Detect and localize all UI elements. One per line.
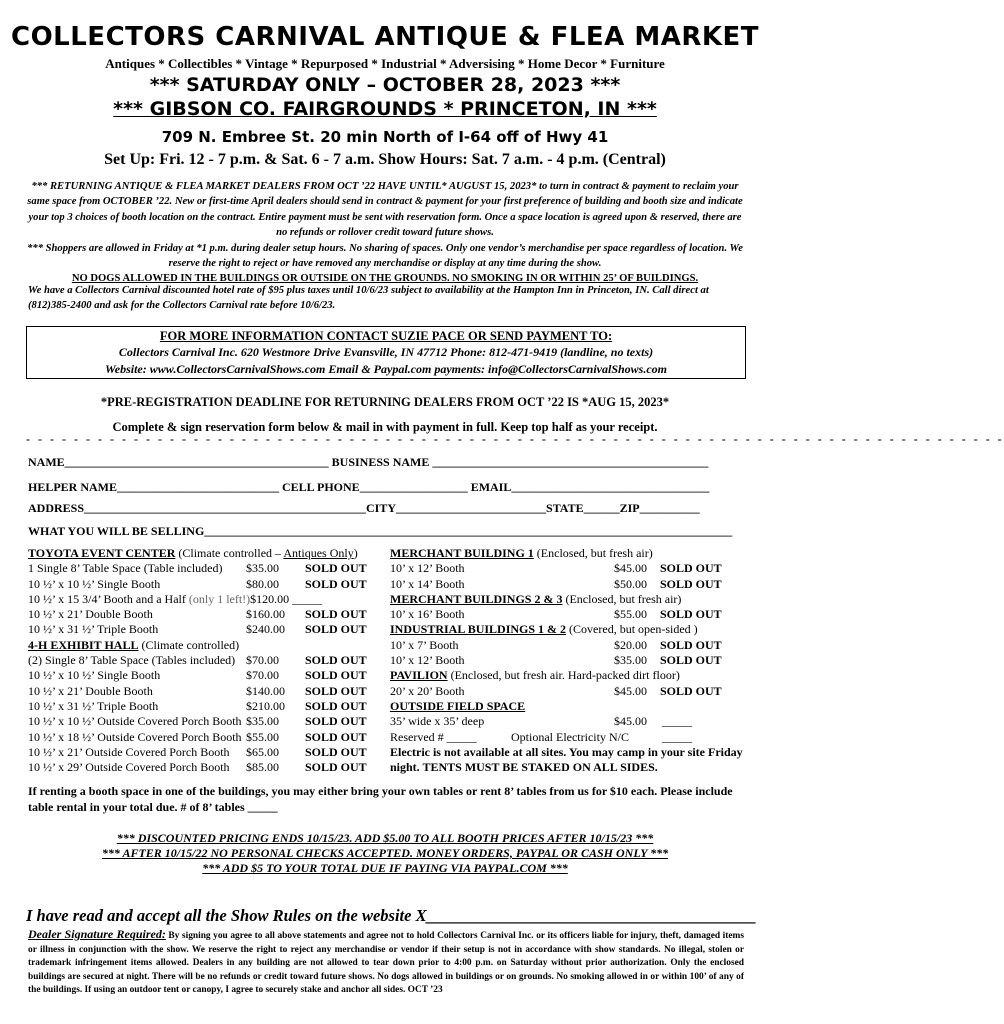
- helper-phone-email-field[interactable]: HELPER NAME___________________________ CELL PHONE__________________ EMAIL_________________________________: [28, 480, 710, 494]
- signature-text: By signing you agree to all above statements and agree not to hold Collectors Carnival Inc. or its officers liable for injury, theft, damaged items or illness in conjunction with the show. We reserve the right to reject any merchandise or vendor if their setup is not in accordance with show standards. No illegal, stolen or trademark infringement items allowed. Dealers in any building are not allowed to tear down prior to 4:00 p.m. on Saturday without prior authorization. Only the enclosed buildings are secured at night. There will be no refunds or credit toward future shows. No dogs allowed in buildings or on grounds. No smoking allowed in or within 100’ of any of the buildings. If using an outdoor tent or canopy, I agree to securely stake and anchor all sides. OCT ’23: [28, 931, 744, 996]
- contact-address: Collectors Carnival Inc. 620 Westmore Drive Evansville, IN 47712 Phone: 812-471-9419 (landline, no texts): [118, 345, 654, 359]
- booth-label: 10 ½’ x 10 ½’ Single Booth: [28, 668, 161, 683]
- sold-out-status: SOLD OUT: [305, 729, 367, 744]
- event-venue: [0, 98, 770, 120]
- sold-out-status: SOLD OUT: [305, 760, 367, 775]
- venue-text: *** GIBSON CO. FAIRGROUNDS * PRINCETON, IN ***: [113, 98, 657, 120]
- discount-text-3: *** ADD $5 TO YOUR TOTAL DUE IF PAYING VIA PAYPAL.COM ***: [202, 861, 568, 875]
- booth-price: $50.00: [614, 576, 647, 591]
- booth-price: $70.00: [246, 668, 279, 683]
- address-field[interactable]: ADDRESS_______________________________________________CITY_________________________STATE______ZIP__________: [28, 501, 700, 515]
- booth-row[interactable]: [28, 607, 380, 622]
- sold-out-status: SOLD OUT: [305, 744, 367, 759]
- booth-price: $210.00: [246, 698, 285, 713]
- toyota-title: TOYOTA EVENT CENTER: [28, 546, 176, 560]
- notice-p2: *** Shoppers are allowed in Friday at *1 p.m. during dealer setup hours. No sharing of spaces. Only one vendor’s merchandise per space regardless of location. We reserve the right to reject or have removed any merchandise or display at any time during the show.: [27, 242, 743, 270]
- discount-note-2: [0, 846, 770, 861]
- electricity-option: Optional Electricity N/C: [511, 729, 629, 744]
- industrial-section-header: [390, 622, 750, 637]
- booth-price: $55.00: [614, 607, 647, 622]
- merchant1-note: (Enclosed, but fresh air): [533, 546, 653, 560]
- booth-price: $45.00: [614, 683, 647, 698]
- pavilion-section-header: [390, 668, 750, 683]
- venue-address: 709 N. Embree St. 20 min North of I-64 off of Hwy 41: [161, 128, 609, 146]
- booth-list-right: [390, 546, 750, 775]
- toyota-note: (Climate controlled –: [175, 546, 284, 560]
- booth-row[interactable]: [28, 577, 380, 592]
- only-one-left-note: (only 1 left!): [188, 591, 251, 606]
- booth-price: $70.00: [246, 653, 279, 668]
- outside-row[interactable]: [390, 714, 750, 729]
- table-rental-note: If renting a booth space in one of the buildings, you may either bring your own tables or rent 8’ tables from us for $10 each. Please include table rental in your total due. # of 8’ tables _____: [28, 784, 733, 814]
- sold-out-status: SOLD OUT: [305, 561, 367, 576]
- event-times: Set Up: Fri. 12 - 7 p.m. & Sat. 6 - 7 a.m. Show Hours: Sat. 7 a.m. - 4 p.m. (Central): [104, 151, 666, 168]
- sold-out-status: SOLD OUT: [305, 668, 367, 683]
- discount-text-2: *** AFTER 10/15/22 NO PERSONAL CHECKS ACCEPTED. MONEY ORDERS, PAYPAL OR CASH ONLY ***: [101, 846, 669, 860]
- industrial-note: (Covered, but open-sided ): [566, 622, 698, 637]
- booth-row[interactable]: [28, 684, 380, 699]
- booth-label: 10’ x 16’ Booth: [390, 607, 465, 622]
- booth-label: 10 ½’ x 31 ½’ Triple Booth: [28, 622, 159, 637]
- booth-price: $35.00: [246, 714, 279, 729]
- sold-out-status: SOLD OUT: [660, 607, 722, 622]
- merchant23-note: (Enclosed, but fresh air): [562, 591, 682, 606]
- industrial-title: INDUSTRIAL BUILDINGS 1 & 2: [390, 622, 567, 637]
- discount-note-3: [0, 861, 770, 876]
- booth-price: $55.00: [246, 729, 279, 744]
- booth-label: 10 ½’ x 21’ Double Booth: [28, 683, 153, 698]
- signature-label: Dealer Signature Required:: [28, 927, 166, 941]
- booth-row[interactable]: [390, 653, 750, 668]
- event-date: *** SATURDAY ONLY – OCTOBER 28, 2023 ***: [149, 74, 621, 96]
- booth-half-price: $120.00 _____: [250, 591, 323, 606]
- booth-row[interactable]: [390, 577, 750, 592]
- contact-heading: FOR MORE INFORMATION CONTACT SUZIE PACE OR SEND PAYMENT TO:: [159, 329, 613, 343]
- rules-acceptance-field[interactable]: I have read and accept all the Show Rules on the website X________________________________________: [26, 906, 757, 925]
- sold-out-status: SOLD OUT: [305, 576, 367, 591]
- sold-out-status: SOLD OUT: [305, 607, 367, 622]
- merchant23-title: MERCHANT BUILDINGS 2 & 3: [390, 591, 563, 606]
- booth-price: $240.00: [246, 622, 285, 637]
- toyota-section-header: [28, 546, 380, 561]
- booth-price: $160.00: [246, 607, 285, 622]
- booth-row[interactable]: [28, 622, 380, 637]
- exhibit-section-header: [28, 638, 380, 653]
- cut-line: - - - - - - - - - - - - - - - - - - - - - - - - - - - - - - - - - - - - - - - - - - - - - - - - - - - - - - - - - - - - - - - - - - - - - - - - - - - - - - - - - -: [26, 432, 1004, 446]
- booth-label: 10’ x 14’ Booth: [390, 576, 465, 591]
- booth-row[interactable]: [28, 699, 380, 714]
- merchant23-section-header: [390, 592, 750, 607]
- reserved-row[interactable]: [390, 730, 750, 745]
- booth-price: $85.00: [246, 760, 279, 775]
- discount-note-1: [0, 831, 770, 846]
- booth-label: 10 ½’ x 29’ Outside Covered Porch Booth: [28, 760, 230, 775]
- notice-no-dogs: NO DOGS ALLOWED IN THE BUILDINGS OR OUTSIDE ON THE GROUNDS. NO SMOKING IN OR WITHIN 25’ OF BUILDINGS.: [71, 273, 699, 285]
- pavilion-title: PAVILION: [390, 668, 448, 683]
- booth-price: $65.00: [246, 744, 279, 759]
- merchant1-section-header: [390, 546, 750, 561]
- sold-out-status: SOLD OUT: [305, 714, 367, 729]
- sold-out-status: SOLD OUT: [305, 683, 367, 698]
- booth-label: 10 ½’ x 21’ Double Booth: [28, 607, 153, 622]
- booth-price: $80.00: [246, 576, 279, 591]
- form-instructions: Complete & sign reservation form below & mail in with payment in full. Keep top half as your receipt.: [112, 420, 658, 434]
- outside-title: OUTSIDE FIELD SPACE: [390, 698, 526, 713]
- booth-list-left: [28, 546, 380, 775]
- booth-row[interactable]: [390, 561, 750, 576]
- booth-row[interactable]: [28, 561, 380, 576]
- booth-label: 20’ x 20’ Booth: [390, 683, 465, 698]
- booth-label: 10’ x 7’ Booth: [390, 637, 459, 652]
- booth-label: 1 Single 8’ Table Space (Table included): [28, 561, 223, 576]
- name-business-field[interactable]: NAME____________________________________________ BUSINESS NAME ______________________________________________: [28, 455, 709, 469]
- sold-out-status: SOLD OUT: [305, 653, 367, 668]
- pavilion-note: (Enclosed, but fresh air. Hard-packed dirt floor): [447, 668, 680, 683]
- booth-row[interactable]: [390, 638, 750, 653]
- outside-blank[interactable]: _____: [662, 714, 692, 729]
- booth-row[interactable]: [28, 730, 380, 745]
- contact-web-email: Website: www.CollectorsCarnivalShows.com Email & Paypal.com payments: info@CollectorsCarnivalShows.com: [104, 362, 667, 376]
- booth-label: 10 ½’ x 21’ Outside Covered Porch Booth: [28, 744, 230, 759]
- exhibit-title: 4-H EXHIBIT HALL: [28, 637, 139, 652]
- reserved-field[interactable]: Reserved # _____: [390, 729, 477, 744]
- exhibit-note: (Climate controlled): [138, 637, 240, 652]
- booth-row[interactable]: [28, 592, 380, 607]
- booth-row[interactable]: [28, 714, 380, 729]
- booth-price: $20.00: [614, 637, 647, 652]
- booth-row[interactable]: [390, 607, 750, 622]
- discount-text-1: *** DISCOUNTED PRICING ENDS 10/15/23. ADD $5.00 TO ALL BOOTH PRICES AFTER 10/15/23 ***: [116, 831, 654, 845]
- booth-half-label: 10 ½’ x 15 3/4’ Booth and a Half: [28, 591, 189, 606]
- sold-out-status: SOLD OUT: [660, 653, 722, 668]
- registration-deadline: *PRE-REGISTRATION DEADLINE FOR RETURNING DEALERS FROM OCT ’22 IS *AUG 15, 2023*: [100, 395, 670, 409]
- outside-price: $45.00: [614, 714, 647, 729]
- booth-label: (2) Single 8’ Table Space (Tables included): [28, 653, 236, 668]
- booth-row[interactable]: [28, 760, 380, 775]
- booth-label: 10 ½’ x 10 ½’ Outside Covered Porch Booth: [28, 714, 242, 729]
- outside-label: 35’ wide x 35’ deep: [390, 714, 485, 729]
- signature-terms: [28, 928, 744, 998]
- booth-label: 10’ x 12’ Booth: [390, 561, 465, 576]
- toyota-note-close: ): [353, 546, 358, 560]
- sold-out-status: SOLD OUT: [660, 683, 722, 698]
- booth-row[interactable]: [28, 653, 380, 668]
- merchant1-title: MERCHANT BUILDING 1: [390, 546, 534, 560]
- booth-label: 10 ½’ x 18 ½’ Outside Covered Porch Booth: [28, 729, 242, 744]
- booth-label: 10 ½’ x 10 ½’ Single Booth: [28, 576, 161, 591]
- outside-section-header: [390, 699, 750, 714]
- hotel-note: We have a Collectors Carnival discounted hotel rate of $95 plus taxes until 10/6/23 subject to availability at the Hampton Inn in Princeton, IN. Call direct at (812)385-2400 and ask for the Collectors Carnival rate before 10/6/23.: [28, 285, 709, 312]
- sold-out-status: SOLD OUT: [305, 622, 367, 637]
- booth-price: $35.00: [246, 561, 279, 576]
- subtitle: Antiques * Collectibles * Vintage * Repurposed * Industrial * Adversising * Home Decor * Furniture: [105, 56, 665, 71]
- booth-label: [28, 592, 322, 607]
- booth-price: $35.00: [614, 653, 647, 668]
- sold-out-status: SOLD OUT: [660, 561, 722, 576]
- sold-out-status: SOLD OUT: [660, 637, 722, 652]
- sold-out-status: SOLD OUT: [660, 576, 722, 591]
- toyota-note-underlined: Antiques Only: [283, 546, 354, 560]
- electricity-blank[interactable]: _____: [662, 729, 692, 744]
- dealer-notice: [24, 179, 746, 287]
- electricity-note: Electric is not available at all sites. You may camp in your site Friday night. TENTS MUST BE STAKED ON ALL SIDES.: [390, 744, 743, 775]
- booth-label: 10 ½’ x 31 ½’ Triple Booth: [28, 698, 159, 713]
- booth-label: 10’ x 12’ Booth: [390, 653, 465, 668]
- sold-out-status: SOLD OUT: [305, 698, 367, 713]
- contact-box: [26, 326, 746, 379]
- notice-p1: *** RETURNING ANTIQUE & FLEA MARKET DEALERS FROM OCT ’22 HAVE UNTIL* AUGUST 15, 2023* to turn in contract & payment to reclaim your same space from OCTOBER ’22. New or first-time April dealers should send in contract & payment for your first preference of building and booth size and indicate your top 3 choices of booth location on the contract. Entire payment must be sent with reservation form. Once a space location is agreed upon & reserved, there are no refunds or rollover credit toward future shows.: [27, 181, 743, 239]
- booth-price: $140.00: [246, 683, 285, 698]
- booth-row[interactable]: [390, 684, 750, 699]
- page-title: COLLECTORS CARNIVAL ANTIQUE & FLEA MARKET: [10, 22, 760, 52]
- booth-price: $45.00: [614, 561, 647, 576]
- selling-field[interactable]: WHAT YOU WILL BE SELLING________________________________________________________________________________________: [28, 524, 733, 538]
- booth-row[interactable]: [28, 745, 380, 760]
- booth-row[interactable]: [28, 668, 380, 683]
